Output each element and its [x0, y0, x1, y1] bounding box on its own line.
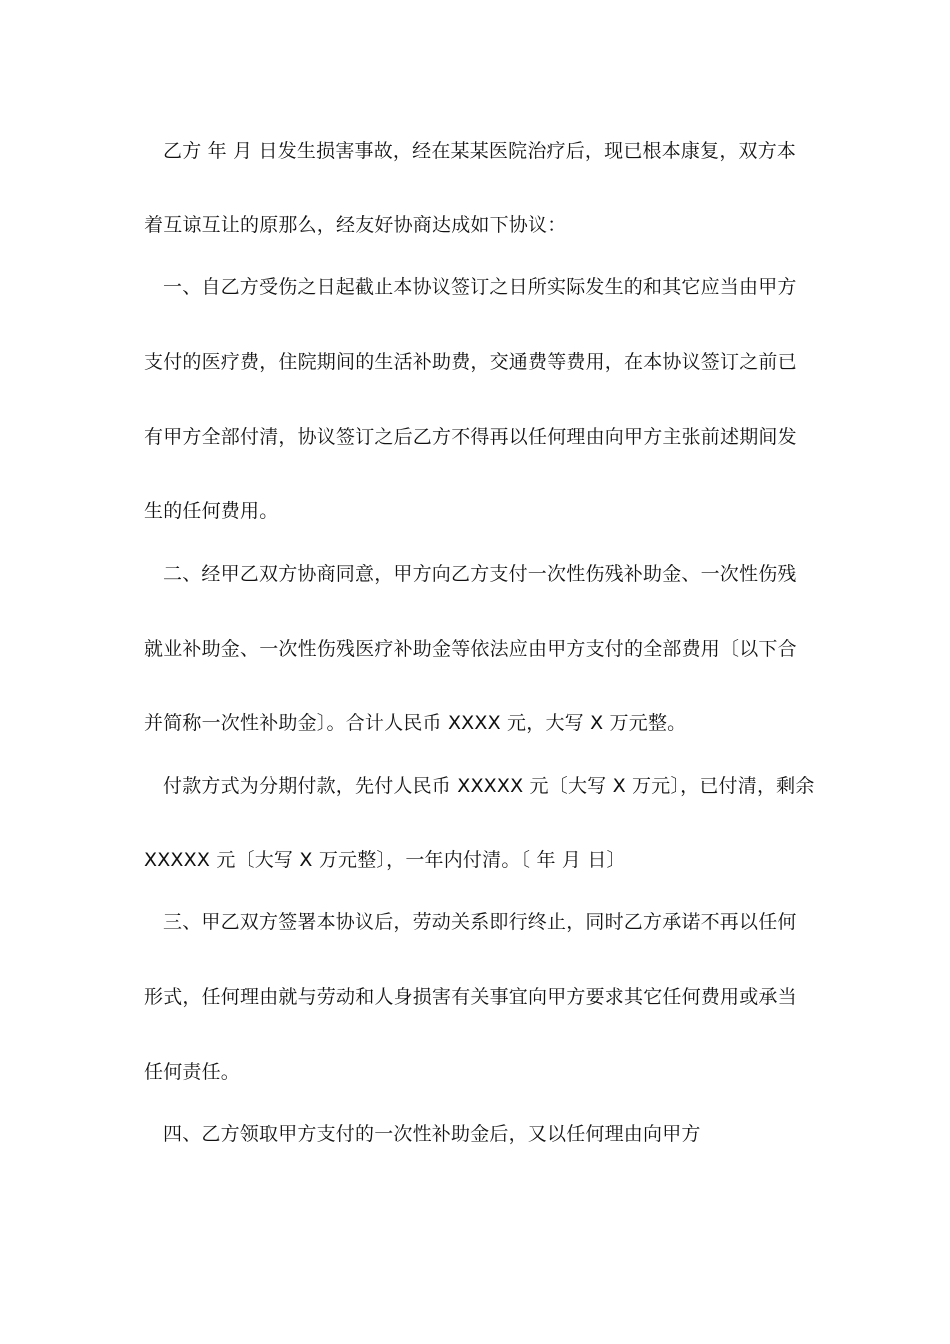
clause-1-line-4: 生的任何费用。 — [144, 500, 279, 522]
clause-3-line-2: 形式，任何理由就与劳动和人身损害有关事宜向甲方要求其它任何费用或承当 — [144, 986, 797, 1008]
clause-3-line-1: 三、甲乙双方签署本协议后，劳动关系即行终止，同时乙方承诺不再以任何 — [163, 911, 797, 933]
clause-4-line-1: 四、乙方领取甲方支付的一次性补助金后，又以任何理由向甲方 — [163, 1123, 701, 1145]
paragraph-intro-line-1: 乙方 年 月 日发生损害事故，经在某某医院治疗后，现已根本康复，双方本 — [163, 140, 797, 162]
payment-line-1: 付款方式为分期付款，先付人民币 XXXXX 元〔大写 X 万元〕，已付清，剩余 — [163, 775, 815, 797]
clause-3-line-3: 任何责任。 — [144, 1061, 241, 1083]
clause-1-line-3: 有甲方全部付清，协议签订之后乙方不得再以任何理由向甲方主张前述期间发 — [144, 426, 797, 448]
clause-2-line-2: 就业补助金、一次性伤残医疗补助金等依法应由甲方支付的全部费用〔以下合 — [144, 638, 797, 660]
clause-2-line-1: 二、经甲乙双方协商同意，甲方向乙方支付一次性伤残补助金、一次性伤残 — [163, 563, 797, 585]
payment-line-2: XXXXX 元〔大写 X 万元整〕，一年内付清。〔 年 月 日〕 — [144, 849, 626, 871]
clause-1-line-2: 支付的医疗费，住院期间的生活补助费，交通费等费用，在本协议签订之前已 — [144, 351, 797, 373]
clause-2-line-3: 并简称一次性补助金〕。合计人民币 XXXX 元，大写 X 万元整。 — [144, 712, 687, 734]
paragraph-intro-line-2: 着互谅互让的原那么，经友好协商达成如下协议： — [144, 214, 567, 236]
clause-1-line-1: 一、自乙方受伤之日起截止本协议签订之日所实际发生的和其它应当由甲方 — [163, 276, 797, 298]
